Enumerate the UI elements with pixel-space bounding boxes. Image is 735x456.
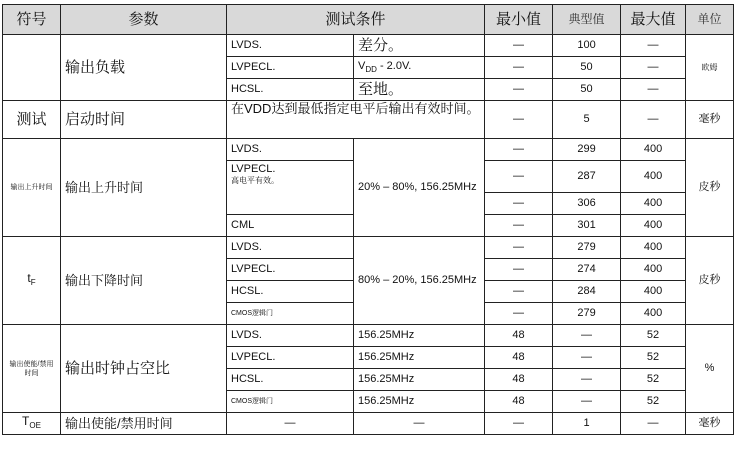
load-cond: $V_{DD} - 2.0V$. (354, 57, 485, 79)
fall-param: 输出下降时间 (61, 237, 227, 325)
toe-param: 输出使能/禁用时间 (61, 413, 227, 435)
fall-typ: 284 (553, 281, 621, 303)
rise-typ: 301 (553, 215, 621, 237)
rise-max: 400 (621, 161, 686, 193)
load-param: 输出负载 (61, 35, 227, 101)
header-max: 最大值 (621, 5, 686, 35)
header-symbol: 符号 (3, 5, 61, 35)
duty-min: 48 (485, 391, 553, 413)
toe-min: — (485, 413, 553, 435)
rise-typ: 299 (553, 139, 621, 161)
rise-max: 400 (621, 215, 686, 237)
fall-typ: 279 (553, 237, 621, 259)
rise-type: LVDS. (227, 139, 354, 161)
duty-typ: — (553, 347, 621, 369)
table-row (3, 325, 734, 347)
fall-symbol: $t_F$ (3, 237, 61, 325)
fall-min: — (485, 281, 553, 303)
duty-max: 52 (621, 325, 686, 347)
toe-typ: 1 (553, 413, 621, 435)
toe-max: — (621, 413, 686, 435)
table-row (3, 101, 734, 139)
fall-type: LVPECL. (227, 259, 354, 281)
duty-cond: 156.25MHz (354, 347, 485, 369)
startup-symbol: 测试 (3, 101, 61, 139)
duty-unit: % (686, 325, 734, 413)
load-cond: 差分。 (354, 35, 485, 57)
duty-max: 52 (621, 369, 686, 391)
duty-type: LVPECL. (227, 347, 354, 369)
startup-typ: 5 (553, 101, 621, 139)
load-symbol (3, 35, 61, 101)
rise-symbol: 输出上升时间 (3, 139, 61, 237)
toe-cond: — (354, 413, 485, 435)
header-unit: 单位 (686, 5, 734, 35)
rise-type: CML (227, 215, 354, 237)
duty-min: 48 (485, 347, 553, 369)
load-max: — (621, 35, 686, 57)
rise-param: 输出上升时间 (61, 139, 227, 237)
header-condition: 测试条件 (227, 5, 485, 35)
load-type: LVPECL. (227, 57, 354, 79)
startup-max: — (621, 101, 686, 139)
fall-max: 400 (621, 303, 686, 325)
startup-param: 启动时间 (61, 101, 227, 139)
rise-min: — (485, 193, 553, 215)
duty-cond: 156.25MHz (354, 369, 485, 391)
duty-typ: — (553, 325, 621, 347)
rise-max: 400 (621, 139, 686, 161)
load-max: — (621, 57, 686, 79)
rise-note: 高电平有效。 (231, 176, 279, 185)
rise-min: — (485, 161, 553, 193)
duty-max: 52 (621, 391, 686, 413)
duty-type: HCSL. (227, 369, 354, 391)
startup-min: — (485, 101, 553, 139)
fall-typ: 274 (553, 259, 621, 281)
rise-min: — (485, 139, 553, 161)
load-typ: 50 (553, 57, 621, 79)
table-row (3, 413, 734, 435)
duty-typ: — (553, 369, 621, 391)
fall-typ: 279 (553, 303, 621, 325)
load-min: — (485, 79, 553, 101)
rise-typ: 287 (553, 161, 621, 193)
load-type: HCSL. (227, 79, 354, 101)
rise-min: — (485, 215, 553, 237)
rise-max: 400 (621, 193, 686, 215)
duty-min: 48 (485, 369, 553, 391)
duty-param: 输出时钟占空比 (61, 325, 227, 413)
header-row (3, 5, 734, 35)
load-max: — (621, 79, 686, 101)
load-type: LVDS. (227, 35, 354, 57)
spec-table (2, 4, 734, 435)
toe-unit: 毫秒 (686, 413, 734, 435)
fall-min: — (485, 303, 553, 325)
table-row (3, 237, 734, 259)
load-typ: 50 (553, 79, 621, 101)
load-min: — (485, 35, 553, 57)
duty-cond: 156.25MHz (354, 391, 485, 413)
header-min: 最小值 (485, 5, 553, 35)
duty-min: 48 (485, 325, 553, 347)
table-row (3, 139, 734, 161)
load-unit: 欧姆 (686, 35, 734, 101)
rise-cond: 20% – 80%, 156.25MHz (354, 139, 485, 237)
load-min: — (485, 57, 553, 79)
startup-unit: 毫秒 (686, 101, 734, 139)
fall-type: LVDS. (227, 237, 354, 259)
fall-max: 400 (621, 281, 686, 303)
duty-max: 52 (621, 347, 686, 369)
fall-type: CMOS逻辑门 (227, 303, 354, 325)
fall-min: — (485, 259, 553, 281)
load-cond: 至地。 (354, 79, 485, 101)
toe-symbol: $T_{OE}$ (3, 413, 61, 435)
duty-symbol: 输出使能/禁用时间 (3, 325, 61, 413)
table-row (3, 35, 734, 57)
fall-max: 400 (621, 237, 686, 259)
load-typ: 100 (553, 35, 621, 57)
fall-type: HCSL. (227, 281, 354, 303)
rise-unit: 皮秒 (686, 139, 734, 237)
rise-type: LVPECL. 高电平有效。 (227, 161, 354, 215)
duty-cond: 156.25MHz (354, 325, 485, 347)
fall-max: 400 (621, 259, 686, 281)
fall-unit: 皮秒 (686, 237, 734, 325)
fall-min: — (485, 237, 553, 259)
duty-type: CMOS逻辑门 (227, 391, 354, 413)
duty-type: LVDS. (227, 325, 354, 347)
header-typ: 典型值 (553, 5, 621, 35)
header-param: 参数 (61, 5, 227, 35)
startup-cond: 在VDD达到最低指定电平后输出有效时间。 (227, 101, 485, 139)
duty-typ: — (553, 391, 621, 413)
toe-type: — (227, 413, 354, 435)
rise-typ: 306 (553, 193, 621, 215)
fall-cond: 80% – 20%, 156.25MHz (354, 237, 485, 325)
